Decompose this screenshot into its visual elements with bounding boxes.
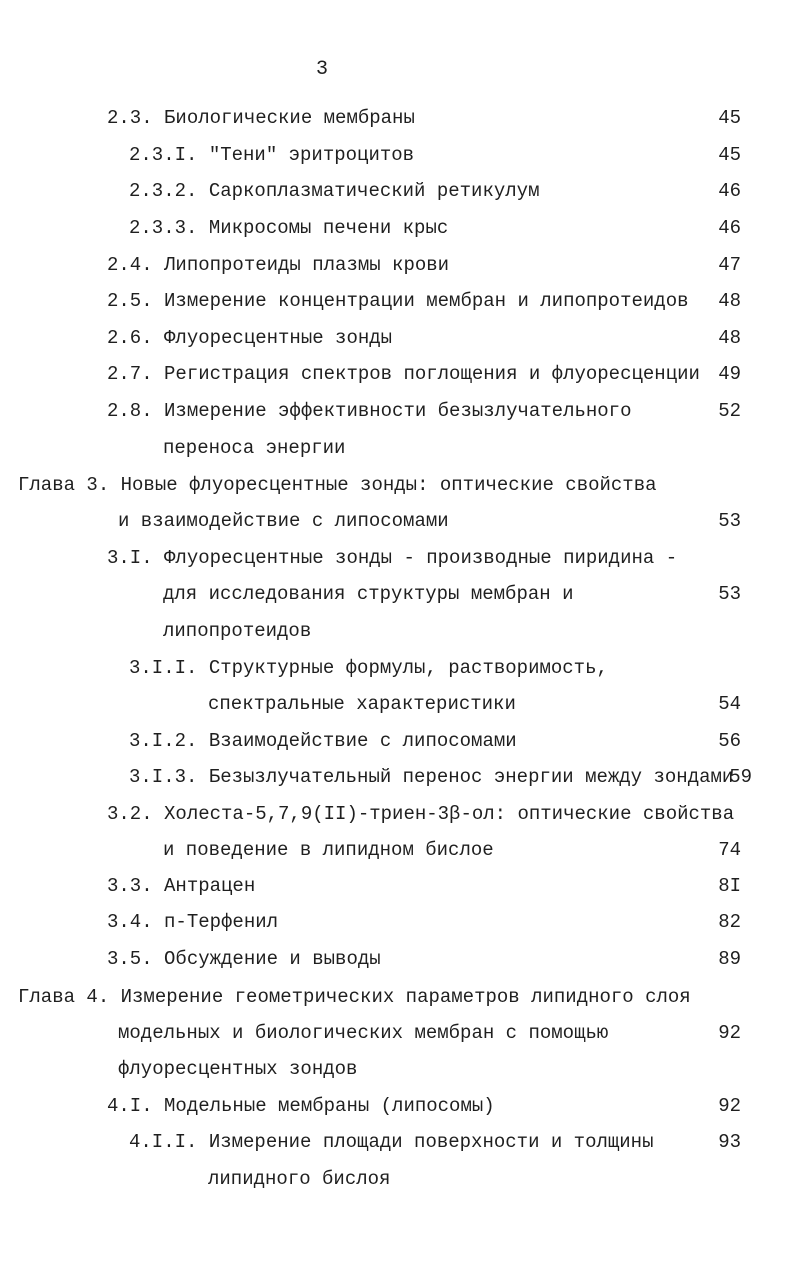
toc-entry-4-1-1: 4.I.I. Измерение площади поверхности и толщины <box>129 1131 654 1153</box>
toc-entry-2-8-cont: переноса энергии <box>163 437 346 459</box>
toc-entry-3-1-cont2: липопротеидов <box>163 620 312 642</box>
toc-page-3-1-1: 54 <box>718 693 741 715</box>
toc-page-3-1-2: 56 <box>718 730 741 752</box>
toc-entry-2-3-1: 2.3.I. "Тени" эритроцитов <box>129 144 415 166</box>
toc-chapter-4-cont: модельных и биологических мембран с помощью <box>118 1022 609 1044</box>
toc-entry-3-3: 3.3. Антрацен <box>107 875 256 897</box>
toc-entry-2-8: 2.8. Измерение эффективности безызлучательного <box>107 400 632 422</box>
toc-entry-3-1-1: 3.I.I. Структурные формулы, растворимость, <box>129 657 608 679</box>
toc-entry-3-1-cont: для исследования структуры мембран и <box>163 583 574 605</box>
toc-page-2-5: 48 <box>718 290 741 312</box>
toc-page-4-1-1: 93 <box>718 1131 741 1153</box>
toc-page-2-3-1: 45 <box>718 144 741 166</box>
toc-page-3-5: 89 <box>718 948 741 970</box>
toc-entry-2-7: 2.7. Регистрация спектров поглощения и флуоресценции <box>107 363 700 385</box>
toc-page-3-4: 82 <box>718 911 741 933</box>
toc-page-2-3: 45 <box>718 107 741 129</box>
toc-page-4-1: 92 <box>718 1095 741 1117</box>
toc-entry-2-6: 2.6. Флуоресцентные зонды <box>107 327 393 349</box>
toc-chapter-4: Глава 4. Измерение геометрических параметров липидного слоя <box>18 986 691 1008</box>
toc-page-chapter-3: 53 <box>718 510 741 532</box>
toc-page-2-8: 52 <box>718 400 741 422</box>
toc-entry-2-5: 2.5. Измерение концентрации мембран и липопротеидов <box>107 290 689 312</box>
toc-page-3-1: 53 <box>718 583 741 605</box>
toc-entry-3-1: 3.I. Флуоресцентные зонды - производные пиридина - <box>107 547 678 569</box>
toc-entry-3-1-3: 3.I.3. Безызлучательный перенос энергии между зондами <box>129 766 734 788</box>
toc-page-2-3-2: 46 <box>718 180 741 202</box>
toc-entry-2-3-2: 2.3.2. Саркоплазматический ретикулум <box>129 180 540 202</box>
toc-page-2-3-3: 46 <box>718 217 741 239</box>
toc-entry-3-2: 3.2. Холеста-5,7,9(II)-триен-3β-ол: оптические свойства <box>107 803 735 825</box>
toc-page-3-3: 8I <box>718 875 741 897</box>
toc-page-2-6: 48 <box>718 327 741 349</box>
toc-chapter-4-cont2: флуоресцентных зондов <box>118 1058 358 1080</box>
toc-page-3-1-3: 59 <box>729 766 752 788</box>
toc-page-2-4: 47 <box>718 254 741 276</box>
page-number: 3 <box>316 58 329 81</box>
toc-entry-3-1-2: 3.I.2. Взаимодействие с липосомами <box>129 730 517 752</box>
toc-entry-3-1-1-cont: спектральные характеристики <box>208 693 516 715</box>
toc-entry-3-2-cont: и поведение в липидном бислое <box>163 839 494 861</box>
toc-chapter-3: Глава 3. Новые флуоресцентные зонды: оптические свойства <box>18 474 657 496</box>
toc-entry-3-5: 3.5. Обсуждение и выводы <box>107 948 381 970</box>
toc-entry-3-4: 3.4. п-Терфенил <box>107 911 279 933</box>
toc-page-3-2: 74 <box>718 839 741 861</box>
toc-entry-2-3: 2.3. Биологические мембраны <box>107 107 415 129</box>
toc-page-2-7: 49 <box>718 363 741 385</box>
toc-chapter-3-cont: и взаимодействие с липосомами <box>118 510 449 532</box>
toc-entry-4-1: 4.I. Модельные мембраны (липосомы) <box>107 1095 495 1117</box>
toc-page-chapter-4: 92 <box>718 1022 741 1044</box>
toc-entry-2-4: 2.4. Липопротеиды плазмы крови <box>107 254 450 276</box>
toc-entry-4-1-1-cont: липидного бислоя <box>208 1168 391 1190</box>
toc-entry-2-3-3: 2.3.3. Микросомы печени крыс <box>129 217 449 239</box>
